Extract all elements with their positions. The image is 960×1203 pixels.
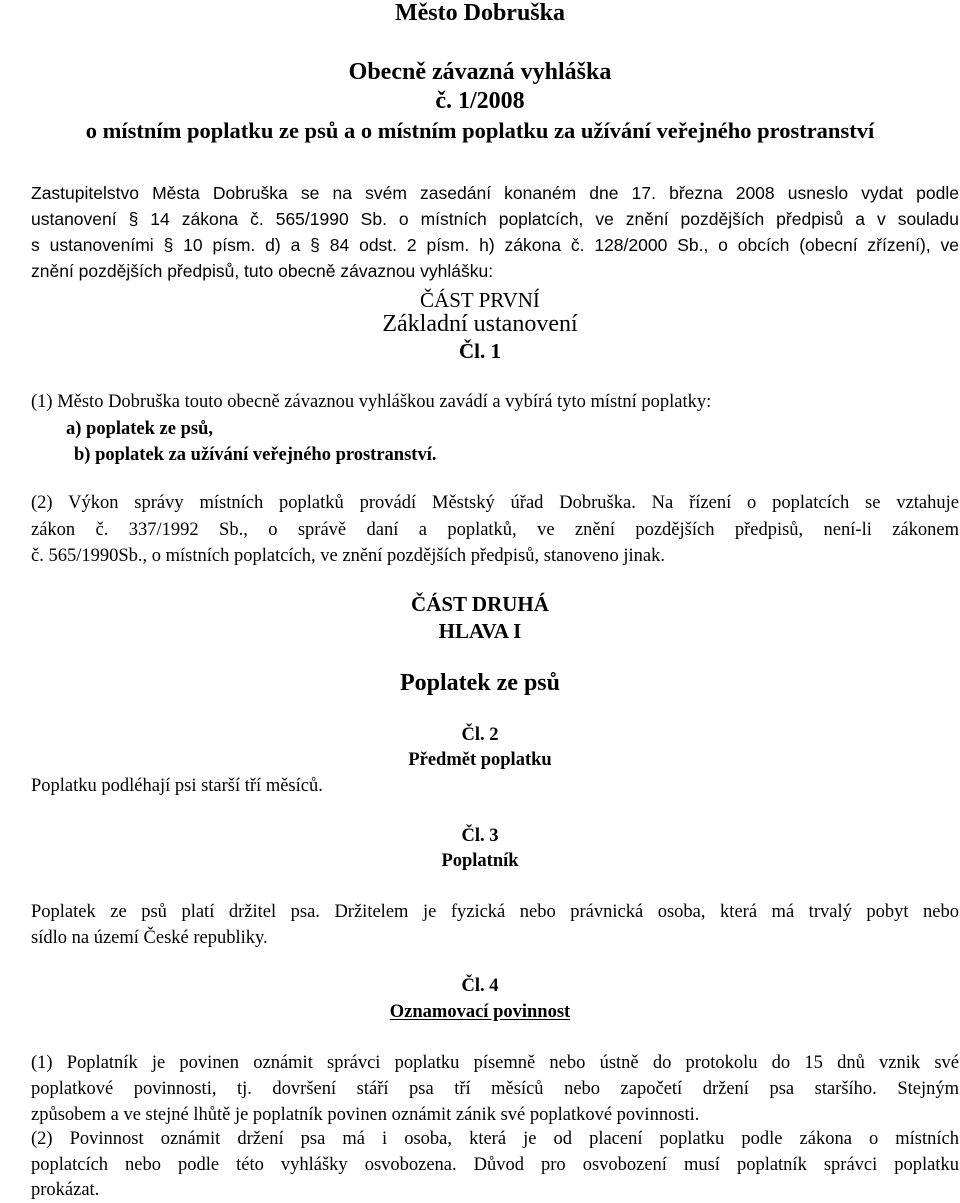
article-3-label: Čl. 3 bbox=[461, 826, 499, 846]
part1-subheading: Základní ustanovení bbox=[382, 311, 578, 337]
document-title: Obecně závazná vyhláška bbox=[348, 59, 612, 85]
preamble-line: znění pozdějších předpisů, tuto obecně závaznou vyhlášku: bbox=[31, 261, 494, 281]
part1-heading: ČÁST PRVNÍ bbox=[420, 288, 540, 312]
art4-paragraph-1: způsobem a ve stejné lhůtě je poplatník povinen oznámit zánik své poplatkové povinnosti. bbox=[31, 1105, 700, 1125]
article-4-label: Čl. 4 bbox=[461, 976, 499, 996]
art4-paragraph-2: prokázat. bbox=[31, 1180, 100, 1200]
art1-paragraph-2: zákon č. 337/1992 Sb., o správě daní a poplatků, ve znění pozdějších předpisů, není-li zákonem bbox=[31, 520, 959, 540]
art1-item-a: a) poplatek ze psů, bbox=[66, 419, 213, 439]
article-3-title: Poplatník bbox=[441, 851, 519, 871]
art1-paragraph-1: (1) Město Dobruška touto obecně závaznou vyhláškou zavádí a vybírá tyto místní poplatky: bbox=[31, 392, 712, 412]
head-1-label: HLAVA I bbox=[438, 619, 522, 643]
article-2-text: Poplatku podléhají psi starší tří měsíců. bbox=[31, 776, 323, 796]
article-3-text: sídlo na území České republiky. bbox=[31, 928, 268, 948]
art4-paragraph-1: poplatkové povinnosti, tj. dovršení stáří psa tří měsíců nebo započetí držení psa staršího. Stejným bbox=[31, 1079, 959, 1099]
art4-paragraph-2: (2) Povinnost oznámit držení psa má i osoba, která je od placení poplatku podle zákona o místních bbox=[31, 1129, 959, 1149]
article-1-label: Čl. 1 bbox=[459, 339, 501, 363]
art1-paragraph-2: č. 565/1990Sb., o místních poplatcích, ve znění pozdějších předpisů, stanoveno jinak. bbox=[31, 546, 666, 566]
preamble-line: s ustanoveními § 10 písm. d) a § 84 odst. 2 písm. h) zákona č. 128/2000 Sb., o obcích (obecní zřízení), ve bbox=[31, 235, 959, 255]
article-3-text: Poplatek ze psů platí držitel psa. Držitelem je fyzická nebo právnická osoba, která má trvalý pobyt nebo bbox=[31, 902, 959, 922]
art4-paragraph-1: (1) Poplatník je povinen oznámit správci poplatku písemně nebo ústně do protokolu do 15 dnů vznik své bbox=[31, 1053, 959, 1073]
document-subject: o místním poplatku ze psů a o místním poplatku za užívání veřejného prostranství bbox=[85, 118, 875, 143]
preamble-line: ustanovení § 14 zákona č. 565/1990 Sb. o místních poplatcích, ve znění pozdějších předpisů a v souladu bbox=[31, 209, 959, 229]
article-2-title: Předmět poplatku bbox=[408, 750, 552, 770]
art1-paragraph-2: (2) Výkon správy místních poplatků provádí Městský úřad Dobruška. Na řízení o poplatcích se vztahuje bbox=[31, 493, 959, 513]
part2-heading: ČÁST DRUHÁ bbox=[411, 592, 549, 616]
preamble-line: Zastupitelstvo Města Dobruška se na svém zasedání konaném dne 17. března 2008 usneslo vydat podle bbox=[31, 183, 959, 203]
article-2-label: Čl. 2 bbox=[461, 725, 499, 745]
document-number: č. 1/2008 bbox=[435, 88, 525, 114]
art1-item-b: b) poplatek za užívání veřejného prostranství. bbox=[74, 445, 437, 465]
city-heading: Město Dobruška bbox=[394, 0, 565, 26]
article-4-title: Oznamovací povinnost bbox=[389, 1002, 571, 1022]
art4-paragraph-2: poplatcích nebo podle této vyhlášky osvobozena. Důvod pro osvobození musí poplatník správci poplatku bbox=[31, 1155, 959, 1175]
head-1-title: Poplatek ze psů bbox=[399, 670, 560, 696]
